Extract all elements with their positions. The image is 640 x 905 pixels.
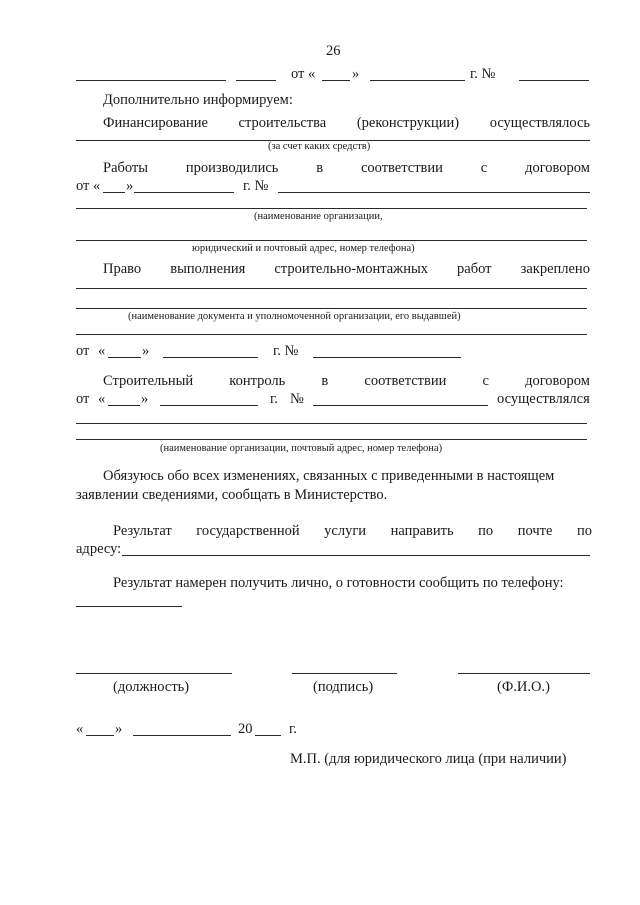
right-line <box>103 262 590 277</box>
control-org-blank-1[interactable] <box>76 423 587 424</box>
works-month-blank[interactable] <box>134 192 234 193</box>
works-org-blank[interactable] <box>76 208 587 209</box>
right-open: « <box>98 343 106 359</box>
result-mail-word: по <box>478 523 494 539</box>
date-open: « <box>76 721 84 737</box>
control-month-blank[interactable] <box>160 405 258 406</box>
works-word: соответствии <box>360 160 443 176</box>
control-word: соответствии <box>364 373 447 389</box>
result-personal-text: Результат намерен получить лично, о готовности сообщить по телефону: <box>113 575 564 591</box>
works-word: в <box>316 160 324 176</box>
control-word: контроль <box>229 373 286 389</box>
result-mail-word: государственной <box>196 523 300 539</box>
header-ot: от « <box>291 66 316 82</box>
right-word: Право <box>103 261 142 277</box>
header-number-blank[interactable] <box>519 80 589 81</box>
date-month-blank[interactable] <box>133 735 231 736</box>
result-mail-word: направить <box>390 523 454 539</box>
date-close: » <box>115 721 123 737</box>
control-g: г. <box>270 391 278 407</box>
financing-word: Финансирование <box>103 115 208 131</box>
result-mail-address-blank[interactable] <box>122 555 590 556</box>
right-word: строительно-монтажных <box>274 261 428 277</box>
right-month-blank[interactable] <box>163 357 258 358</box>
header-month-blank[interactable] <box>370 80 465 81</box>
right-close: » <box>142 343 150 359</box>
right-document-blank-2[interactable] <box>76 308 587 309</box>
right-word: работ <box>457 261 492 277</box>
financing-word: (реконструкции) <box>356 115 460 131</box>
position-caption: (должность) <box>113 679 190 695</box>
signature-blank[interactable] <box>292 673 397 674</box>
right-caption: (наименование документа и уполномоченной организации, его выдавшей) <box>128 311 461 322</box>
control-number-sign: № <box>290 391 304 407</box>
result-mail-word: по <box>576 523 592 539</box>
header-close: » <box>352 66 360 82</box>
control-close: » <box>141 391 149 407</box>
right-word: закреплено <box>520 261 590 277</box>
works-g: г. № <box>243 178 269 194</box>
right-g: г. № <box>273 343 299 359</box>
control-org-blank-2[interactable] <box>76 439 587 440</box>
control-day-blank[interactable] <box>108 405 140 406</box>
financing-line <box>103 116 590 131</box>
works-org-caption: (наименование организации, <box>254 211 383 222</box>
works-word: производились <box>185 160 279 176</box>
right-document-blank-1[interactable] <box>76 288 587 289</box>
financing-caption: (за счет каких средств) <box>268 141 371 152</box>
works-day-blank[interactable] <box>103 192 125 193</box>
works-address-blank[interactable] <box>76 240 587 241</box>
control-line <box>103 374 590 389</box>
works-ot: от « <box>76 178 101 194</box>
right-ot: от <box>76 343 90 359</box>
financing-word: строительства <box>238 115 327 131</box>
header-blank-2[interactable] <box>236 80 276 81</box>
date-year-prefix: 20 <box>238 721 253 737</box>
header-blank-1[interactable] <box>76 80 226 81</box>
date-year-blank[interactable] <box>255 735 281 736</box>
result-mail-line <box>113 524 592 539</box>
control-word: Строительный <box>103 373 194 389</box>
control-open: « <box>98 391 106 407</box>
works-word: с <box>480 160 488 176</box>
right-document-blank-3[interactable] <box>76 334 587 335</box>
right-day-blank[interactable] <box>108 357 141 358</box>
date-g: г. <box>289 721 297 737</box>
result-mail-word: Результат <box>113 523 172 539</box>
pledge-line-1: Обязуюсь обо всех изменениях, связанных с приведенными в настоящем <box>103 468 555 484</box>
works-word: Работы <box>103 160 149 176</box>
control-word: с <box>482 373 489 389</box>
result-mail-word: почте <box>517 523 553 539</box>
right-number-blank[interactable] <box>313 357 461 358</box>
stamp-note: М.П. (для юридического лица (при наличии) <box>290 751 567 767</box>
result-mail-address-label: адресу: <box>76 541 122 557</box>
control-number-blank[interactable] <box>313 405 488 406</box>
result-mail-word: услуги <box>324 523 367 539</box>
fullname-caption: (Ф.И.О.) <box>497 679 550 695</box>
works-address-caption: юридический и почтовый адрес, номер телефона) <box>192 243 415 254</box>
position-blank[interactable] <box>76 673 232 674</box>
control-ot: от <box>76 391 90 407</box>
intro-text: Дополнительно информируем: <box>103 92 293 108</box>
works-line <box>103 161 590 176</box>
control-word: в <box>321 373 329 389</box>
control-caption: (наименование организации, почтовый адрес, номер телефона) <box>160 443 443 454</box>
date-day-blank[interactable] <box>86 735 114 736</box>
control-word: договором <box>525 373 590 389</box>
fullname-blank[interactable] <box>458 673 590 674</box>
header-g: г. № <box>470 66 496 82</box>
control-tail: осуществлялся <box>497 391 590 407</box>
header-day-blank[interactable] <box>322 80 350 81</box>
page-number: 26 <box>326 43 341 59</box>
works-number-blank[interactable] <box>278 192 590 193</box>
works-close: » <box>126 178 134 194</box>
pledge-line-2: заявлении сведениями, сообщать в Министерство. <box>76 487 388 503</box>
works-word: договором <box>525 160 590 176</box>
financing-word: осуществлялось <box>489 115 590 131</box>
right-word: выполнения <box>170 261 246 277</box>
signature-caption: (подпись) <box>313 679 374 695</box>
result-phone-blank[interactable] <box>76 606 182 607</box>
